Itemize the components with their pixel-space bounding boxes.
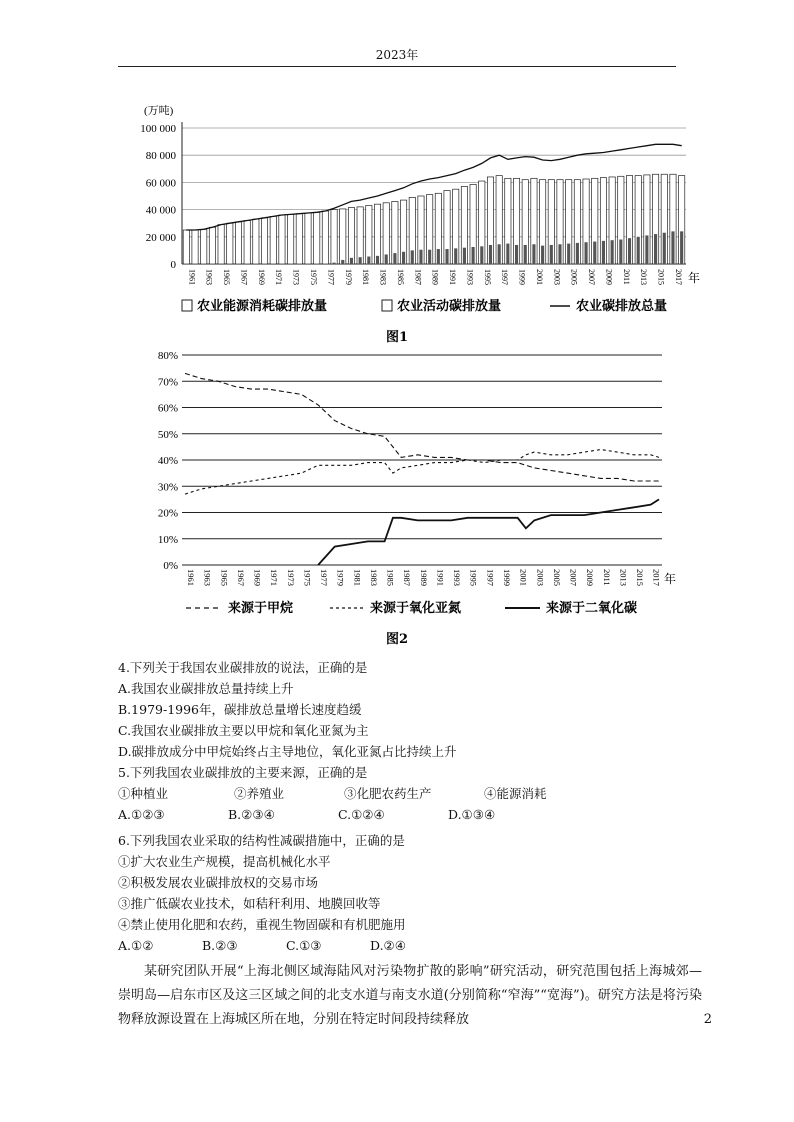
question-4-option-a: A.我国农业碳排放总量持续上升 [118,681,294,696]
fig1-line-total [186,144,681,230]
fig1-bar-energy [593,242,596,264]
fig1-legend-total: 农业碳排放总量 [576,299,668,314]
question-6-stem: 6.下列我国农业采取的结构性减碳措施中，正确的是 [118,833,405,848]
fig1-bar-energy [419,250,422,264]
fig1-bar-energy [558,244,561,264]
fig1-bar-activity [322,211,328,264]
fig1-x-tick-label: 1961 [187,269,197,285]
fig1-x-tick-label: 2003 [552,269,562,285]
fig1-bar-energy [376,256,379,264]
fig1-bar-energy [532,244,535,264]
fig2-x-tick-label: 2009 [585,569,596,586]
fig1-unit-label: (万吨) [144,105,174,117]
fig1-bar-energy [611,240,614,264]
fig2-x-tick-label: 1973 [285,569,296,586]
fig1-bar-energy [489,245,492,264]
page-number: 2 [703,1012,712,1027]
fig1-bar-energy [541,246,544,264]
fig1-x-tick-label: 1981 [361,269,371,285]
fig1-bar-activity [209,227,215,264]
fig1-bar-activity [305,213,311,264]
question-5-stem: 5.下列我国农业碳排放的主要来源，正确的是 [118,765,368,780]
fig2-y-tick-label: 50% [157,428,178,441]
fig1-bar-activity [253,219,259,264]
fig2-y-tick-label: 60% [157,402,178,415]
question-5-option-b: B.②③④ [228,807,275,822]
fig2-x-tick-label: 1967 [235,569,246,586]
fig1-x-tick-label: 1983 [378,269,388,285]
fig1-y-tick-label: 60 000 [145,177,176,190]
fig2-y-tick-label: 70% [157,376,178,389]
fig1-y-tick-label: 40 000 [145,204,176,217]
fig1-bar-energy [637,237,640,264]
question-5-items [118,783,688,804]
fig1-bar-energy [550,245,553,264]
fig1-bar-energy [498,244,501,264]
fig2-line-co2 [318,499,659,565]
fig2-x-tick-label: 2017 [651,569,662,586]
fig1-y-tick-label: 20 000 [145,231,176,244]
fig1-bar-activity [235,222,241,264]
question-5-options [118,804,688,825]
fig1-x-tick-label: 2015 [656,269,666,285]
fig2-x-tick-label: 1969 [252,569,263,586]
fig2-x-tick-label: 2013 [618,569,629,586]
fig1-bar-energy [480,246,483,264]
fig1-bar-energy [585,242,588,264]
fig1-bar-energy [654,234,657,264]
fig1-bar-energy [393,253,396,264]
question-6-option-d: D.②④ [370,938,406,953]
question-5-option-c: C.①②④ [338,807,385,822]
fig2-y-tick-label: 40% [157,455,178,467]
fig1-x-tick-label: 1989 [430,269,440,285]
fig1-y-tick-label: 100 000 [140,123,176,135]
fig1-bar-energy [645,235,648,264]
fig1-bar-activity [261,218,267,264]
fig2-y-tick-label: 20% [157,507,178,520]
fig2-x-tick-label: 2001 [518,569,529,586]
fig2-x-tick-label: 1977 [319,569,330,586]
fig1-bar-activity [374,204,380,264]
question-4-option-c: C.我国农业碳排放主要以甲烷和氧化亚氮为主 [118,723,369,738]
fig1-bar-energy [663,233,666,264]
fig1-x-tick-label: 1963 [204,269,214,285]
fig1-bar-energy [506,244,509,264]
question-5-option-d: D.①③④ [448,807,496,822]
fig1-bar-energy [411,250,414,264]
fig1-x-tick-label: 2005 [569,269,579,285]
fig1-bar-activity [227,223,233,264]
fig1-x-tick-label: 1999 [517,269,527,285]
question-5-option-a: A.①②③ [118,807,165,822]
question-5-item-2: ②养殖业 [234,786,285,801]
question-6-option-a: A.①② [118,938,154,953]
question-6-item-4: ④禁止使用化肥和农药，重视生物固碳和有机肥施用 [118,917,406,932]
fig1-bar-activity [244,220,250,264]
figure-2-chart [0,345,794,650]
fig1-bar-energy [602,241,605,264]
fig1-bar-activity [357,207,363,264]
question-4 [118,657,688,762]
fig2-y-tick-label: 80% [157,350,178,362]
fig1-bar-energy [463,248,466,264]
fig1-bar-energy [445,249,448,264]
fig1-bar-energy [437,249,440,264]
fig2-x-tick-label: 1991 [435,569,446,586]
fig2-legend-methane: 来源于甲烷 [228,601,294,616]
fig1-bar-activity [279,215,285,264]
fig1-x-tick-label: 2017 [673,269,683,285]
fig2-x-suffix: 年 [664,572,677,586]
fig1-bar-energy [428,250,431,264]
question-4-option-b: B.1979-1996年，碳排放总量增长速度趋缓 [118,702,362,717]
fig1-bar-energy [472,247,475,264]
fig2-x-tick-label: 1971 [269,569,280,586]
fig2-line-nitrous-oxide [185,450,659,495]
fig2-x-tick-label: 2011 [601,569,612,586]
fig1-bar-energy [576,243,579,264]
fig2-x-tick-label: 2005 [551,569,562,586]
fig1-bar-activity [296,214,302,264]
fig1-bar-energy [385,254,388,264]
fig2-x-tick-label: 1979 [335,569,346,586]
question-5-item-3: ③化肥农药生产 [344,786,432,801]
fig1-bar-activity [331,210,337,264]
fig2-x-tick-label: 2007 [568,569,579,586]
fig1-legend-activity: 农业活动碳排放量 [397,299,502,314]
fig1-x-tick-label: 1993 [465,269,475,285]
question-6-item-1: ①扩大农业生产规模，提高机械化水平 [118,854,331,869]
fig1-figure-label: 图1 [385,330,409,345]
fig1-bar-energy [524,245,527,264]
fig1-x-tick-label: 1973 [291,269,301,285]
fig1-x-tick-label: 1979 [343,269,353,285]
fig1-x-tick-label: 1987 [413,269,423,285]
fig1-legend-swatch-energy [182,300,192,311]
question-6-options [118,935,688,956]
fig2-x-tick-label: 1997 [485,569,496,586]
fig1-x-tick-label: 1991 [448,269,458,285]
fig2-figure-label: 图2 [385,632,409,647]
question-5-item-4: ④能源消耗 [484,786,547,801]
fig1-bar-energy [402,252,405,264]
fig1-x-tick-label: 2001 [534,269,544,285]
fig2-x-tick-label: 1987 [402,569,413,586]
question-4-option-d: D.碳排放成分中甲烷始终占主导地位，氧化亚氮占比持续上升 [118,744,457,759]
fig1-bar-energy [671,231,674,264]
fig2-legend-co2: 来源于二氧化碳 [546,601,638,616]
fig1-bar-energy [619,240,622,264]
fig1-x-tick-label: 1977 [326,269,336,285]
fig2-x-tick-label: 1995 [468,569,479,586]
fig1-x-tick-label: 2011 [621,269,631,285]
fig1-bar-activity [183,230,189,264]
question-5-item-1: ①种植业 [118,786,169,801]
fig1-bar-activity [340,209,346,264]
fig1-x-tick-label: 1995 [482,269,492,285]
fig2-y-tick-label: 30% [157,481,178,494]
question-5 [118,762,688,825]
fig2-x-tick-label: 1981 [352,569,363,586]
fig1-bar-energy [628,238,631,264]
fig2-x-tick-label: 2003 [535,569,546,586]
fig1-legend-energy: 农业能源消耗碳排放量 [197,299,328,314]
fig1-x-suffix: 年 [688,271,701,285]
question-6-option-c: C.①③ [286,938,322,953]
fig2-x-tick-label: 1963 [202,569,213,586]
fig2-y-tick-label: 10% [157,533,178,546]
fig1-x-tick-label: 1997 [500,269,510,285]
fig1-x-tick-label: 1965 [222,269,232,285]
fig1-x-tick-label: 1975 [309,269,318,285]
fig1-bar-energy [367,257,370,264]
fig1-bar-energy [680,231,683,264]
fig1-bar-activity [366,206,372,264]
fig2-x-tick-label: 2015 [635,569,646,586]
fig2-x-tick-label: 1983 [368,569,379,586]
fig2-x-tick-label: 1975 [302,569,313,586]
fig1-bar-energy [350,258,353,264]
fig1-bar-activity [192,230,198,264]
header-rule [118,66,676,67]
fig1-bar-energy [515,245,518,264]
fig1-x-tick-label: 2009 [604,269,614,285]
fig1-bar-activity [218,225,224,264]
fig2-x-tick-label: 1985 [385,569,396,586]
passage-text: 某研究团队开展“上海北侧区域海陆风对污染物扩散的影响”研究活动，研究范围包括上海城郊—崇明岛—启东市区及这三区域之间的北支水道与南支水道(分别简称“窄海”“宽海”)。研究方法是将污染物释放源设置在上海城区所在地，分别在特定时间段持续释放 [118,964,702,1027]
reading-passage [118,960,712,1032]
fig1-legend-swatch-activity [382,300,392,311]
fig1-bar-activity [314,212,320,264]
question-6-item-2: ②积极发展农业碳排放权的交易市场 [118,875,319,890]
fig1-bar-energy [341,260,344,264]
fig1-y-tick-label: 0 [170,259,176,271]
fig1-x-tick-label: 2007 [587,269,597,285]
fig2-x-tick-label: 1993 [452,569,463,586]
question-4-stem: 4.下列关于我国农业碳排放的说法，正确的是 [118,660,368,675]
fig1-bar-energy [359,257,362,264]
fig1-bar-energy [454,248,457,264]
fig1-bar-energy [567,244,570,264]
fig1-bar-energy [333,263,336,264]
fig1-y-tick-label: 80 000 [145,150,176,163]
fig1-bar-activity [287,214,293,264]
fig2-y-tick-label: 0% [163,560,178,572]
fig2-x-tick-label: 1989 [418,569,429,586]
fig1-x-tick-label: 1971 [274,269,284,285]
fig1-x-tick-label: 1985 [395,269,405,285]
fig2-x-tick-label: 1965 [219,569,230,586]
fig1-bar-activity [270,216,276,264]
question-6 [118,830,688,956]
question-6-option-b: B.②③ [202,938,238,953]
fig2-x-tick-label: 1961 [186,569,196,586]
fig2-legend-nitrous-oxide: 来源于氧化亚氮 [370,601,462,616]
fig1-x-tick-label: 1967 [239,269,249,285]
fig1-bar-activity [201,229,207,264]
figure-1-chart [0,95,794,353]
page-header-year: 2023年 [375,48,419,62]
question-6-item-3: ③推广低碳农业技术，如秸秆利用、地膜回收等 [118,896,381,911]
fig1-x-tick-label: 2013 [639,269,649,285]
fig2-x-tick-label: 1999 [502,569,512,586]
fig1-bar-activity [348,208,354,264]
fig1-x-tick-label: 1969 [256,269,266,285]
